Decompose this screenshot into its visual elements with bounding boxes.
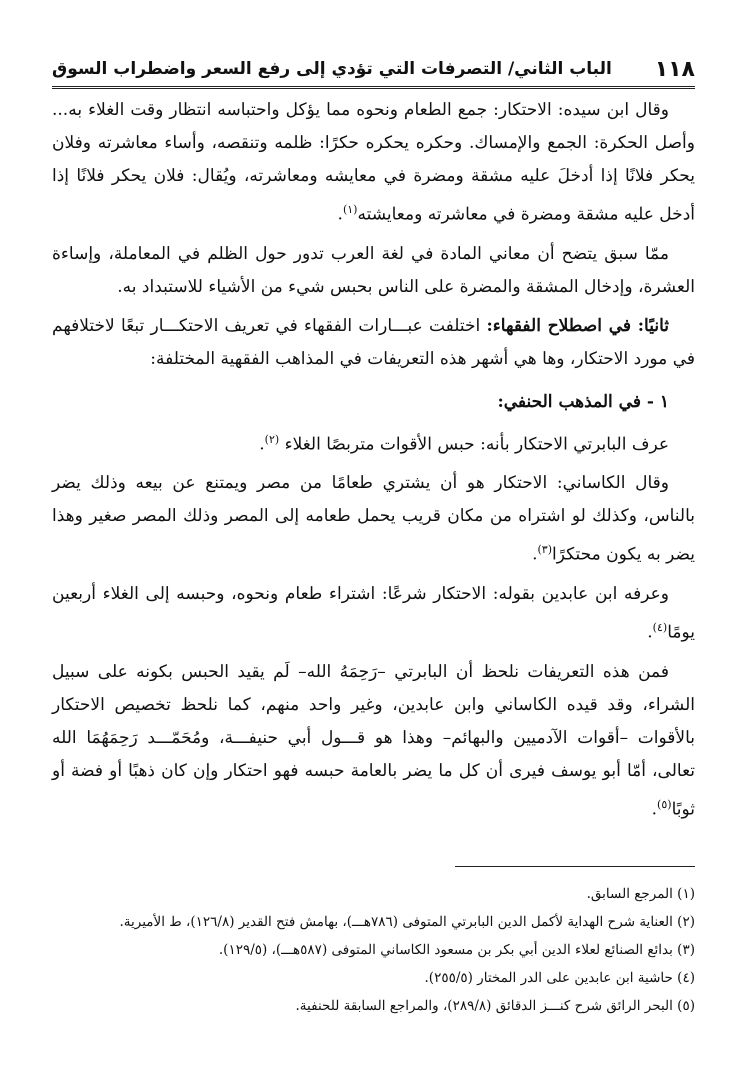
paragraph: وقال الكاساني: الاحتكار هو أن يشتري طعامًا من مصر ويمتنع عن بيعه وذلك يضر بالناس، وكذلك لو اشتراه من مكان قريب يحمل طعامه إلى المصر وذلك المصر صغير وهذا يضر به يكون محتكرًا$^{(٣)}$.	[52, 473, 695, 565]
section-lead: ثانيًا: في اصطلاح الفقهاء:	[486, 315, 669, 336]
footnote: (٣) بدائع الصنائع لعلاء الدين أبي بكر بن مسعود الكاساني المتوفى (٥٨٧هـــ)، (١٢٩/٥).	[218, 942, 695, 958]
paragraph: ثانيًا: في اصطلاح الفقهاء: اختلفت عبـــارات الفقهاء في تعريف الاحتكـــار تبعًا لاختلافهم في مورد الاحتكار، وها هي أشهر هذه التعريفات في المذاهب الفقهية المختلفة:	[52, 315, 695, 369]
paragraph: عرف البابرتي الاحتكار بأنه: حبس الأقوات متربصًا الغلاء $^{(٢)}$.	[259, 432, 669, 455]
section-heading: ١ - في المذهب الحنفي:	[497, 391, 669, 412]
running-title: الباب الثاني/ التصرفات التي تؤدي إلى رفع السعر واضطراب السوق	[52, 59, 612, 79]
footnote: (٤) حاشية ابن عابدين على الدر المختار (٢٥٥/٥).	[424, 970, 695, 986]
paragraph: فمن هذه التعريفات نلحظ أن البابرتي –رَحِمَهُ الله– لَم يقيد الحبس بكونه على سبيل الشراء، وقد قيده الكاساني وابن عابدين، وغير واحد منهم، كما نلحظ تخصيص الاحتكار بالأقوات –أقوات الآدميين والبهائم– وهذا هو قـــول أبي حنيفـــة، ومُحَمّـــد رَحِمَهُمَا الله تعالى، أمّا أبو يوسف فيرى أن كل ما يضر بالعامة حبسه فهو احتكار وإن كان ذهبًا أو فضة أو ثوبًا$^{(٥)}$.	[52, 661, 695, 820]
main-text	[52, 94, 695, 832]
footnote-ref[interactable]: (١)	[342, 203, 358, 216]
footnote-ref[interactable]: (٣)	[537, 543, 552, 557]
footnotes	[52, 880, 695, 1020]
paragraph: وقال ابن سيده: الاحتكار: جمع الطعام ونحوه مما يؤكل واحتباسه انتظار وقت الغلاء به... وأصل الحكرة: الجمع والإمساك. وحكره يحكره حكرًا: ظلمه وتنقصه، وأساء معاشرته وفلان يحكر فلانًا إذا أدخلَ عليه مشقة ومضرة في معايشه ومعاشرته، ويُقال: فلان يحكر فلانًا إذا أدخل عليه مشقة ومضرة في معاشرته ومعايشته$^{(١)}$.	[52, 100, 695, 225]
page-header	[52, 52, 695, 89]
footnote-ref[interactable]: (٤)	[652, 620, 668, 634]
footnote: (٥) البحر الرائق شرح كنـــز الدقائق (٢٨٩/٨)، والمراجع السابقة للحنفية.	[295, 998, 695, 1014]
footnote-ref[interactable]: (٥)	[657, 797, 672, 811]
paragraph: وعرفه ابن عابدين بقوله: الاحتكار شرعًا: اشتراء طعام ونحوه، وحبسه إلى الغلاء أربعين يومًا$^{(٤)}$.	[52, 583, 695, 643]
footnote: (١) المرجع السابق.	[586, 886, 695, 902]
footnote-ref[interactable]: (٢)	[264, 432, 280, 446]
paragraph: ممّا سبق يتضح أن معاني المادة في لغة العرب تدور حول الظلم في المعاملة، وإساءة العشرة، وإدخال المشقة والمضرة على الناس بحبس شيء من الأشياء للاستبداد به.	[52, 243, 695, 297]
page-number: ١١٨	[654, 56, 695, 82]
footnote-divider	[455, 866, 695, 867]
footnote: (٢) العناية شرح الهداية لأكمل الدين البابرتي المتوفى (٧٨٦هـــ)، بهامش فتح القدير (١٢٦/٨)، ط الأميرية.	[119, 914, 695, 930]
